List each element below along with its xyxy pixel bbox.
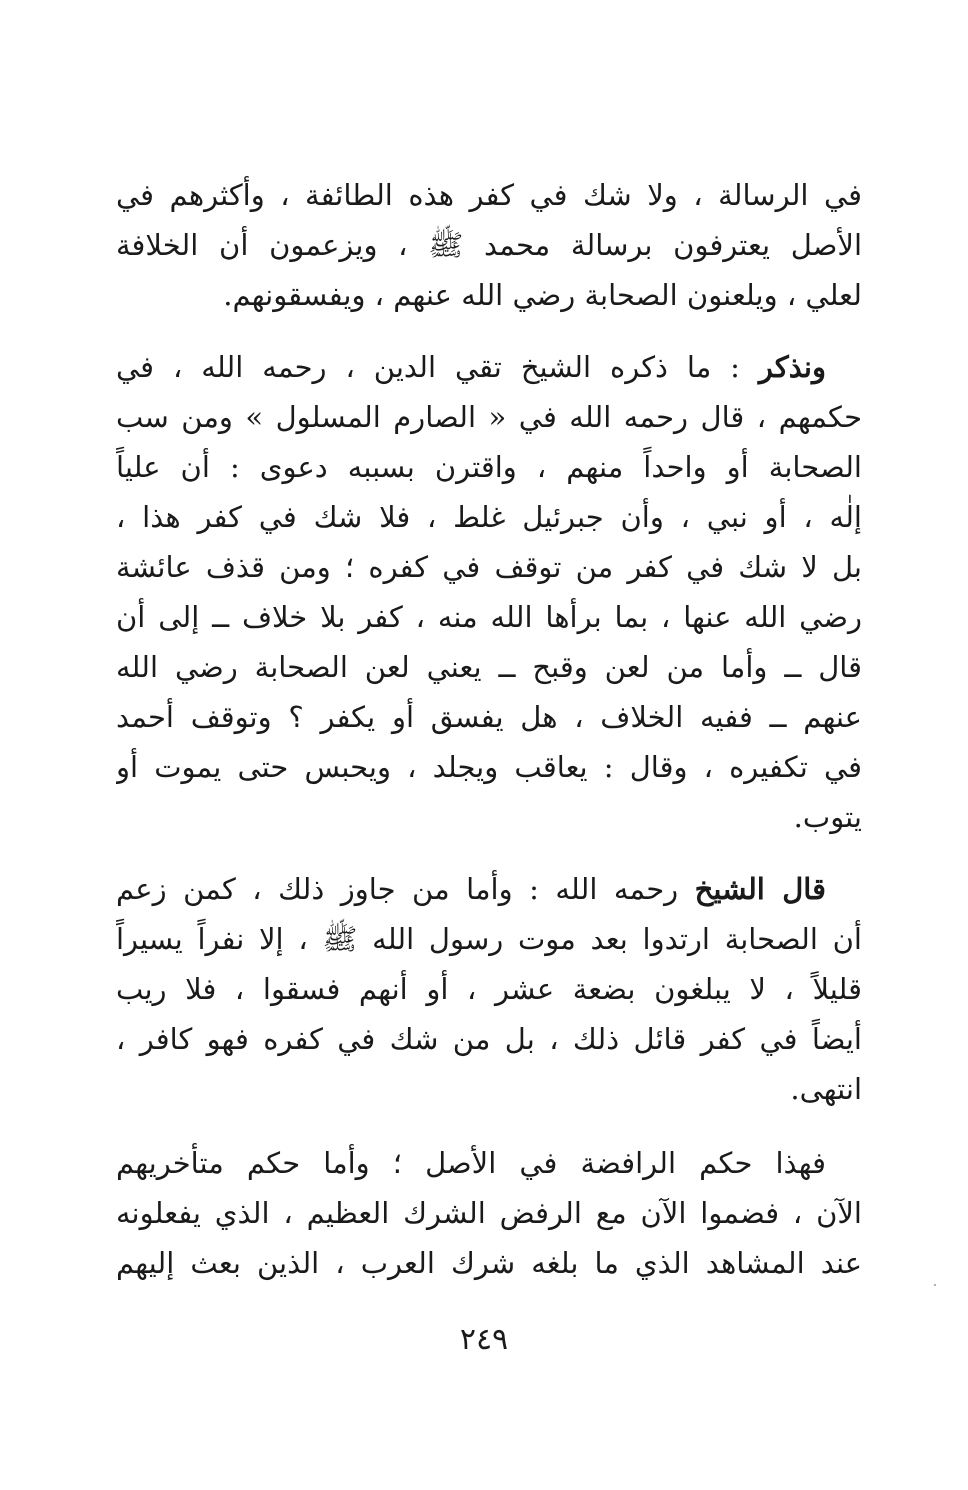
text-line: أيضاً في كفر قائل ذلك ، بل من شك في كفره فهو كافر ، (116, 1022, 862, 1056)
text-line: الصحابة أو واحداً منهم ، واقترن بسببه دعوى : أن علياً (116, 450, 862, 484)
page-number: ٢٤٩ (459, 1322, 509, 1357)
text-line (116, 342, 862, 392)
scan-speck (934, 1284, 936, 1286)
text-line: رضي الله عنها ، بما برأها الله منه ، كفر بلا خلاف ــ إلى أن (116, 600, 862, 634)
text-line (116, 864, 862, 914)
text-line: إلٰه ، أو نبي ، وأن جبرئيل غلط ، فلا شك في كفر هذا ، (116, 500, 862, 534)
text-line: في الرسالة ، ولا شك في كفر هذه الطائفة ، وأكثرهم في (116, 178, 862, 212)
paragraph-lead: قال الشيخ (694, 872, 827, 906)
line-rest: : ما ذكره الشيخ تقي الدين ، رحمه الله ، في (116, 350, 740, 384)
line-rest: فهذا حكم الرافضة في الأصل ؛ وأما حكم متأخريهم (116, 1146, 826, 1180)
text-line: عند المشاهد الذي ما بلغه شرك العرب ، الذين بعث إليهم (116, 1246, 862, 1280)
text-line: الأصل يعترفون برسالة محمد ﷺ ، ويزعمون أن الخلافة (116, 228, 862, 262)
text-line: حكمهم ، قال رحمه الله في « الصارم المسلول » ومن سب (116, 400, 862, 434)
paragraph-4 (116, 1138, 862, 1288)
paragraph-3 (116, 864, 862, 1114)
text-line: الآن ، فضموا الآن مع الرفض الشرك العظيم ، الذي يفعلونه (116, 1196, 862, 1230)
text-line: يتوب. (793, 800, 862, 834)
text-line: انتهى. (790, 1072, 862, 1106)
paragraph-2 (116, 342, 862, 842)
text-line: أن الصحابة ارتدوا بعد موت رسول الله ﷺ ، إلا نفراً يسيراً (116, 922, 862, 956)
text-line: لعلي ، ويلعنون الصحابة رضي الله عنهم ، ويفسقونهم. (223, 278, 862, 312)
text-line (116, 1138, 862, 1188)
text-line: قال ــ وأما من لعن وقبح ــ يعني لعن الصحابة رضي الله (116, 650, 862, 684)
text-line: بل لا شك في كفر من توقف في كفره ؛ ومن قذف عائشة (116, 550, 862, 584)
text-line: عنهم ــ ففيه الخلاف ، هل يفسق أو يكفر ؟ وتوقف أحمد (116, 700, 862, 734)
paragraph-lead: ونذكر (758, 350, 827, 384)
text-line: قليلاً ، لا يبلغون بضعة عشر ، أو أنهم فسقوا ، فلا ريب (116, 972, 862, 1006)
paragraph-1 (116, 170, 862, 320)
text-line: في تكفيره ، وقال : يعاقب ويجلد ، ويحبس حتى يموت أو (116, 750, 862, 784)
line-rest: رحمه الله : وأما من جاوز ذلك ، كمن زعم (116, 872, 679, 906)
